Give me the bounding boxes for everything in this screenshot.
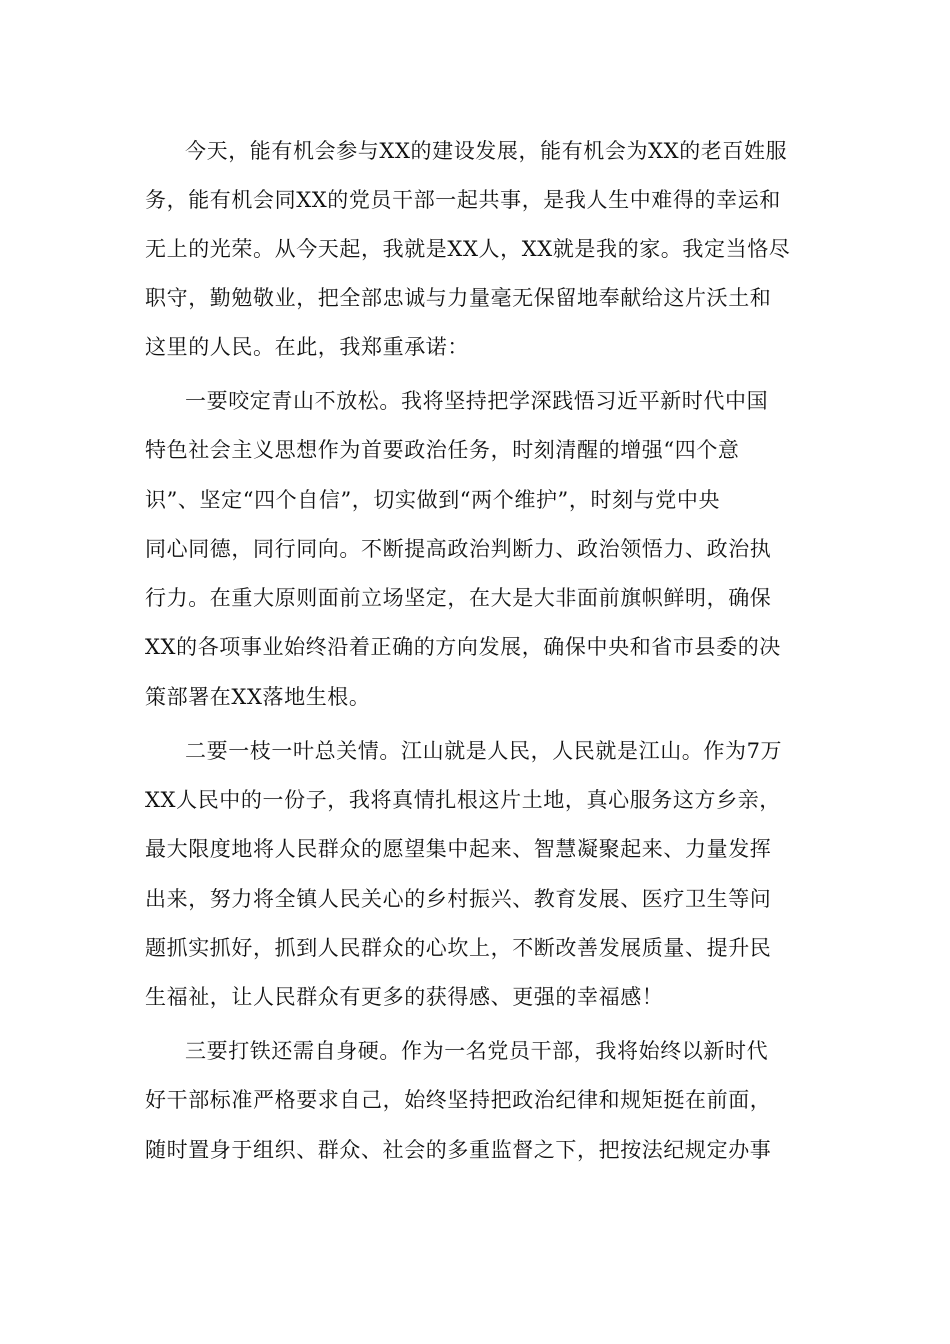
text-line: XX人民中的一份子，我将真情扎根这片土地，真心服务这方乡亲， bbox=[145, 788, 781, 812]
text-line: 生福祉，让人民群众有更多的获得感、更强的幸福感！ bbox=[145, 985, 664, 1009]
text-line: 同心同德，同行同向。不断提高政治判断力、政治领悟力、政治执 bbox=[145, 537, 772, 561]
text-line: 识”、坚定“四个自信”，切实做到“两个维护”，时刻与党中央 bbox=[145, 488, 721, 512]
text-line: 策部署在XX落地生根。 bbox=[145, 685, 371, 709]
text-line: 一要咬定青山不放松。我将坚持把学深践悟习近平新时代中国 bbox=[185, 389, 769, 413]
text-line: 今天，能有机会参与XX的建设发展，能有机会为XX的老百姓服 bbox=[185, 139, 788, 163]
text-line: 三要打铁还需自身硬。作为一名党员干部，我将始终以新时代 bbox=[185, 1039, 769, 1063]
text-line: 好干部标准严格要求自己，始终坚持把政治纪律和规矩挺在前面， bbox=[145, 1088, 772, 1112]
text-line: 无上的光荣。从今天起，我就是XX人，XX就是我的家。我定当恪尽 bbox=[145, 237, 791, 261]
text-line: 务，能有机会同XX的党员干部一起共事，是我人生中难得的幸运和 bbox=[145, 188, 781, 212]
text-line: 出来，努力将全镇人民关心的乡村振兴、教育发展、医疗卫生等问 bbox=[145, 887, 772, 911]
text-line: 特色社会主义思想作为首要政治任务，时刻清醒的增强“四个意 bbox=[145, 438, 740, 462]
text-line: 二要一枝一叶总关情。江山就是人民，人民就是江山。作为7万 bbox=[185, 739, 783, 763]
text-line: 最大限度地将人民群众的愿望集中起来、智慧凝聚起来、力量发挥 bbox=[145, 837, 772, 861]
text-line: XX的各项事业始终沿着正确的方向发展，确保中央和省市县委的决 bbox=[145, 635, 781, 659]
text-line: 行力。在重大原则面前立场坚定，在大是大非面前旗帜鲜明，确保 bbox=[145, 586, 772, 610]
text-line: 随时置身于组织、群众、社会的多重监督之下，把按法纪规定办事 bbox=[145, 1138, 772, 1162]
text-line: 题抓实抓好，抓到人民群众的心坎上，不断改善发展质量、提升民 bbox=[145, 936, 772, 960]
text-line: 职守，勤勉敬业，把全部忠诚与力量毫无保留地奉献给这片沃土和 bbox=[145, 286, 772, 310]
text-line: 这里的人民。在此，我郑重承诺： bbox=[145, 335, 469, 359]
